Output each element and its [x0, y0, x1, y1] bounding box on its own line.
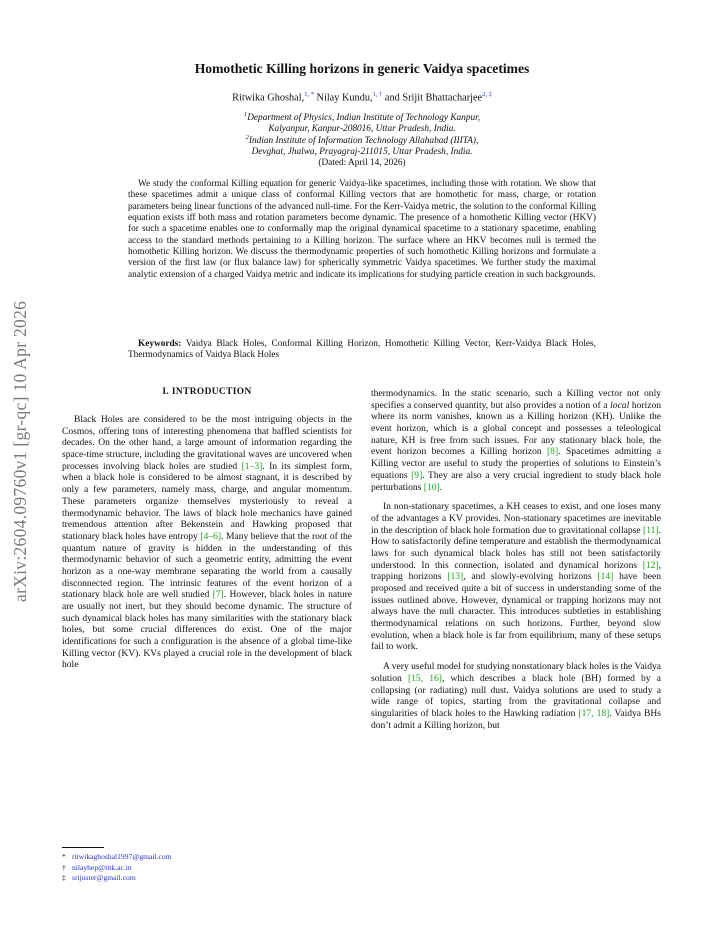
citation-link[interactable]: [1–3] [241, 460, 263, 472]
abstract [128, 179, 596, 281]
text-run: have been proposed and received quite a bit of success in understanding some of the issues outlined above. However, dynamical or trapping horizons may not always have the null character. This introduces subtleties in establishing thermodynamical relations on such horizons. Further, beyond slow evolution, when a black hole is far from equilibrium, many of these setups fail to work. [371, 571, 661, 653]
footnote-item [62, 873, 172, 884]
footnote-mark: † [62, 862, 66, 872]
keywords-label: Keywords: [138, 339, 182, 349]
dated-line: (Dated: April 14, 2026) [318, 158, 406, 168]
text-run: Black Holes are considered to be the most intriguing objects in the Cosmos, offering tons of interesting phenomena that baffled scientists for decades. On the other hand, a large amount of information regarding the space-time structure, including the gravitational waves are uncovered when processes involving black holes are studied [62, 414, 352, 472]
text-run: . Spacetimes admitting a Killing vector are useful to study the properties of solutions to Einstein’s equations [371, 446, 661, 481]
affiliation-2 [62, 132, 662, 159]
affiliation-line: Department of Physics, Indian Institute of Technology Kanpur, [247, 113, 481, 124]
arxiv-identifier: arXiv:2604.09760v1 [gr-qc] 10 Apr 2026 [10, 300, 30, 602]
affiliation-line: Indian Institute of Information Technology Allahabad (IIITA), [248, 136, 479, 147]
keywords-text: Vaidya Black Holes, Conformal Killing Horizon, Homothetic Killing Vector, Kerr-Vaidya Black Holes, Thermodynamics of Vaidya Black Holes [128, 339, 597, 361]
author-list [62, 91, 662, 103]
citation-link[interactable]: [15, 16] [407, 672, 442, 684]
text-run: thermodynamics. In the static scenario, such a Killing vector not only specifies a conserved quantity, but also provides a notion of a [371, 388, 661, 411]
citation-link[interactable]: [14] [597, 571, 614, 583]
text-run: , trapping horizons [371, 559, 661, 583]
section-heading: I. INTRODUCTION [162, 387, 252, 397]
affiliation-mark: 2 [245, 134, 249, 141]
affiliation-line: Kalyanpur, Kanpur-208016, Uttar Pradesh, India. [268, 124, 456, 135]
text-run: , and slowly-evolving horizons [463, 571, 598, 583]
paragraph [62, 414, 352, 671]
text-run: . In its simplest form, when a black hole is considered to be almost stagnant, it is described by only a few parameters, namely mass, charge, and angular momentum. These parameters organize themselves mysteriously to reveal a thermodynamic behavior. The laws of black hole mechanics have gained tremendous attention after Bekenstein and Hawking proposed that stationary black holes have entropy [62, 460, 352, 542]
paragraph [371, 501, 661, 653]
text-run: . Vaidya BHs don’t admit a Killing horizon, but [371, 707, 661, 731]
text-run: horizon where its norm vanishes, known as a Killing horizon (KH). Unlike the event horizon, which is a global concept and possesses a teleological nature, KH is free from such issues. For any stationary black hole, the event horizon becomes a Killing horizon [371, 399, 661, 458]
author-mark[interactable]: 1, † [372, 91, 383, 98]
text-run: . How to satisfactorily define temperature and establish the thermodynamical laws for such dynamical black holes has still not been satisfactorily understood. In this connection, isolated and dynamical horizons [371, 524, 661, 571]
email-link[interactable]: nilayhep@iitk.ac.in [72, 862, 132, 872]
text-run: A very useful model for studying nonstationary black holes is the Vaidya solution [371, 661, 661, 684]
text-run: . [439, 481, 443, 493]
author-name: Ritwika Ghoshal, [232, 92, 305, 104]
footnote-item [62, 852, 172, 863]
citation-link[interactable]: [8] [547, 446, 559, 458]
citation-link[interactable]: [17, 18] [578, 707, 610, 719]
email-link[interactable]: srijuster@gmail.com [72, 873, 136, 882]
left-column [62, 414, 352, 671]
citation-link[interactable]: [7] [212, 589, 224, 601]
citation-link[interactable]: [4–6] [200, 530, 222, 542]
right-column [371, 388, 661, 731]
keywords [128, 339, 596, 362]
affiliation-mark: 1 [243, 111, 248, 118]
footnote-mark: ‡ [62, 873, 66, 882]
text-run: , which describes a black hole (BH) formed by a collapsing (or radiating) null dust. Vaidya solutions are used to study a wide range of topics, starting from the gravitational collapse and singularities of black holes to the Hawking radiation [371, 672, 661, 719]
affiliation-line: Devghat, Jhalwa, Prayagraj-211015, Uttar Pradesh, India. [251, 147, 473, 158]
paragraph [371, 661, 661, 731]
citation-link[interactable]: [11] [643, 524, 659, 536]
footnote-divider [62, 847, 104, 848]
text-run: . Many believe that the root of the quantum nature of gravity is hidden in the understanding of this thermodynamic behavior of such a geometric entity, admitting the event horizon as a one-way membrane separating the world from a causally disconnected region. The intrinsic features of the event horizon of a stationary black hole are well studied [62, 530, 353, 601]
paragraph [371, 388, 661, 493]
citation-link[interactable]: [10] [423, 481, 440, 493]
footnote-mark: * [62, 852, 66, 861]
citation-link[interactable]: [13] [447, 571, 464, 583]
abstract-text: We study the conformal Killing equation for generic Vaidya-like spacetimes, including those with rotation. We show that these spacetimes admit a unique class of conformal Killing vectors that are homothetic for mass, charge, or rotation parameters being linear functions of the advanced null-time. For the Kerr-Vaidya metric, the solution to the conformal Killing equation exists iff both mass and rotation parameters become dynamic. The presence of a homothetic Killing vector (HKV) for such a spacetime enables one to conformally map the original dynamical spacetime to a stationary spacetime, enabling access to the standard methods pertaining to a Killing horizon. The surface where an HKV becomes null is termed the homothetic Killing horizon. We discuss the thermodynamic properties of such homothetic Killing horizons and formulate a version of the first law (or flux balance law) for spherically symmetric Vaidya spacetimes. We further study the maximal analytic extension of a charged Vaidya metric and indicate its implications for studying particle creation in such backgrounds. [128, 179, 596, 280]
footnotes [62, 852, 172, 884]
paper-title: Homothetic Killing horizons in generic Vaidya spacetimes [194, 61, 530, 76]
author-mark[interactable]: 2, ‡ [482, 91, 492, 98]
email-link[interactable]: ritwikaghoshal1997@gmail.com [72, 852, 172, 861]
footnote-item [62, 863, 172, 874]
text-run: In non-stationary spacetimes, a KH ceases to exist, and one loses many of the advantages a KV provides. Non-stationary spacetimes are inevitable in the description of black hole formation due to gravitational collapse [371, 501, 661, 536]
citation-link[interactable]: [9] [411, 469, 423, 481]
text-run: . They are also a very crucial ingredient to study black hole perturbations [371, 469, 662, 493]
author-separator: and [384, 92, 400, 104]
citation-link[interactable]: [12] [642, 559, 659, 571]
author-name: Nilay Kundu, [316, 92, 373, 104]
author-name: Srijit Bhattacharjee [402, 92, 483, 104]
author-mark[interactable]: 1, * [304, 91, 314, 98]
emphasis: local [610, 399, 630, 411]
text-run: . However, black holes in nature are usually not inert, but they should become dynamic. The structure of such dynamical black holes has many similarities with the stationary black holes, but some crucial differences do exist. One of the major identifications for such a configuration is the absence of a global time-like Killing vector (KV). KVs played a crucial role in the development of black hole [62, 589, 352, 671]
